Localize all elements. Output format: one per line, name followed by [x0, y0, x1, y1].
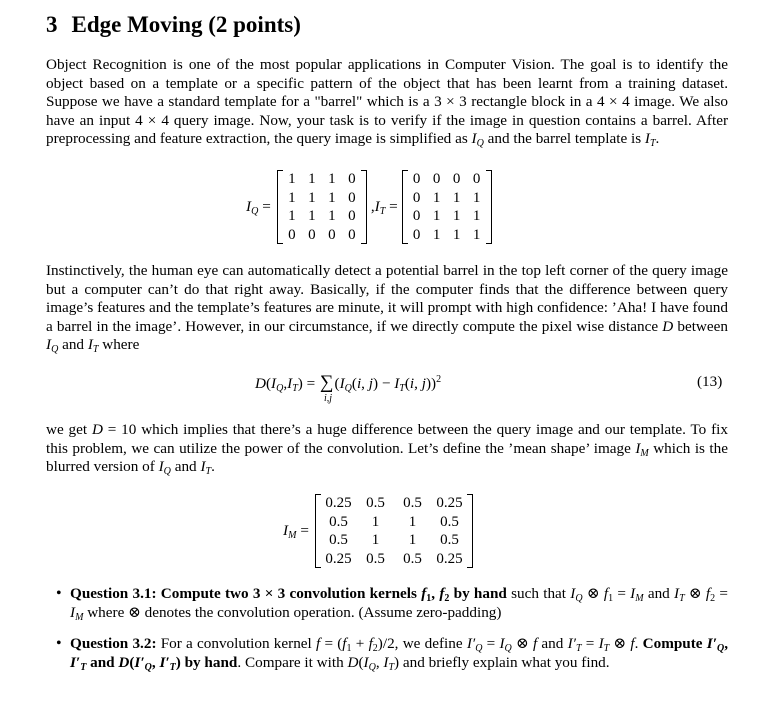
im-cell-2-3: 0.5	[440, 532, 459, 548]
it-cell-3-1: 1	[432, 226, 441, 243]
im-cell-0-1: 0.5	[366, 495, 385, 511]
template-matrices-equation: $I_Q$ = 1 1 1 0 1 1 1 0 1 1 1 0 0 0 0 0 $,I_T$ = 0 0 0 0 0 1 1 1 0 1 1 1 0 1 1 1	[246, 170, 492, 244]
im-cell-0-3: 0.25	[436, 495, 463, 511]
intro-paragraph: Object Recognition is one of the most popular applications in Computer Vision. The goal is to identify the object based on a template or a specific pattern of the object that has been learnt from a training dataset. Suppose we have a standard template for a "barrel" which is a 3 × 3 rectangle block in a 4 × 4 image. We also have an input 4 × 4 query image. Now, your task is to verify if the image in question contains a barrel. After preprocessing and feature extraction, the query image is simplified as $I_Q$ and the barrel template is $I_T$.	[46, 56, 728, 149]
iq-cell-3-2: 0	[328, 226, 336, 243]
it-cell-1-3: 1	[472, 189, 481, 206]
mean-shape-paragraph: we get D = 10 which implies that there’s a huge difference between the query image and our template. To fix this problem, we can utilize the power of the convolution. Let’s define the ’mean shape’ image $I_M$ which is the blurred version of $I_Q$ and $I_T$.	[46, 421, 728, 477]
distance-equation: $D(I_Q,I_T)$ = ∑ i,j ($I_Q(i$, $j) - I_T(i$, j))$^2$	[255, 372, 442, 404]
im-cell-3-3: 0.25	[436, 550, 463, 567]
iq-cell-2-3: 0	[348, 208, 356, 224]
it-cell-0-0: 0	[412, 171, 421, 187]
section-heading	[46, 12, 301, 38]
it-cell-2-2: 1	[452, 208, 461, 224]
im-cell-1-3: 0.5	[440, 513, 459, 530]
iq-cell-1-2: 1	[328, 189, 336, 206]
iq-cell-2-0: 1	[288, 208, 296, 224]
iq-cell-0-0: 1	[288, 171, 296, 187]
im-cell-1-1: 1	[371, 513, 380, 530]
it-cell-3-2: 1	[452, 226, 461, 243]
question-3-1-label: Question 3.1:	[70, 585, 157, 602]
iq-cell-0-3: 0	[348, 171, 356, 187]
matrix-im	[315, 494, 473, 568]
iq-cell-1-3: 0	[348, 189, 356, 206]
iq-cell-3-1: 0	[308, 226, 316, 243]
distance-paragraph: Instinctively, the human eye can automatically detect a potential barrel in the top left corner of the query image but a computer can’t do that right away. Basically, if the computer finds that the difference between query image’s features and the template’s features are minute, it will prompt with high confidence: ’Aha! I have found a barrel in the image’. However, in our circumstance, if we directly compute the pixel wise distance D between $I_Q$ and $I_T$ where	[46, 262, 728, 355]
im-cell-0-0: 0.25	[325, 495, 352, 511]
it-cell-3-0: 0	[412, 226, 421, 243]
mean-shape-matrix-equation: $I_M$ = 0.25 0.5 0.5 0.25 0.5 1 1 0.5 0.5 1 1 0.5 0.25 0.5 0.5 0.25	[283, 494, 473, 568]
question-3-2-label: Question 3.2:	[70, 635, 157, 652]
it-cell-2-0: 0	[412, 208, 421, 224]
section-title: Edge Moving (2 points)	[71, 12, 301, 37]
iq-cell-1-0: 1	[288, 189, 296, 206]
matrix-it	[402, 170, 492, 244]
it-cell-0-2: 0	[452, 171, 461, 187]
it-cell-1-2: 1	[452, 189, 461, 206]
im-cell-1-0: 0.5	[329, 513, 348, 530]
iq-cell-2-2: 1	[328, 208, 336, 224]
it-cell-2-3: 1	[472, 208, 481, 224]
it-cell-3-3: 1	[472, 226, 481, 243]
im-cell-3-2: 0.5	[403, 550, 422, 567]
iq-cell-3-3: 0	[348, 226, 356, 243]
it-cell-1-0: 0	[412, 189, 421, 206]
iq-cell-3-0: 0	[288, 226, 296, 243]
iq-cell-0-2: 1	[328, 171, 336, 187]
equation-number: (13)	[697, 373, 723, 390]
im-cell-2-0: 0.5	[329, 532, 348, 548]
section-number: 3	[46, 12, 58, 37]
it-cell-0-1: 0	[432, 171, 441, 187]
im-cell-3-0: 0.25	[325, 550, 352, 567]
question-3-1: • Question 3.1: Compute two 3 × 3 convolution kernels $f_1$, $f_2$ by hand such that $I_Q$ ⊗ $f_1 = I_M$ and $I_T$ ⊗ $f_2 = I_M$ where ⊗ denotes the convolution operation. (Assume zero-padding)	[70, 585, 728, 622]
it-cell-0-3: 0	[472, 171, 481, 187]
iq-cell-0-1: 1	[308, 171, 316, 187]
iq-cell-2-1: 1	[308, 208, 316, 224]
it-cell-2-1: 1	[432, 208, 441, 224]
question-3-2: • Question 3.2: For a convolution kernel $f = (f_1 + f_2)/2$, we define $I'_Q = I_Q$ ⊗ f and $I'_T = I_T$ ⊗ f. Compute $I'_Q$, $I'_T$ and $D(I'_Q$, $I'_T$) by hand. Compare it with $D(I_Q$, $I_T$) and briefly explain what you find.	[70, 635, 728, 672]
im-cell-0-2: 0.5	[403, 495, 422, 511]
im-cell-1-2: 1	[408, 513, 417, 530]
im-cell-3-1: 0.5	[366, 550, 385, 567]
it-cell-1-1: 1	[432, 189, 441, 206]
iq-cell-1-1: 1	[308, 189, 316, 206]
im-cell-2-2: 1	[408, 532, 417, 548]
im-cell-2-1: 1	[371, 532, 380, 548]
matrix-iq	[277, 170, 367, 244]
question-list	[70, 585, 728, 685]
